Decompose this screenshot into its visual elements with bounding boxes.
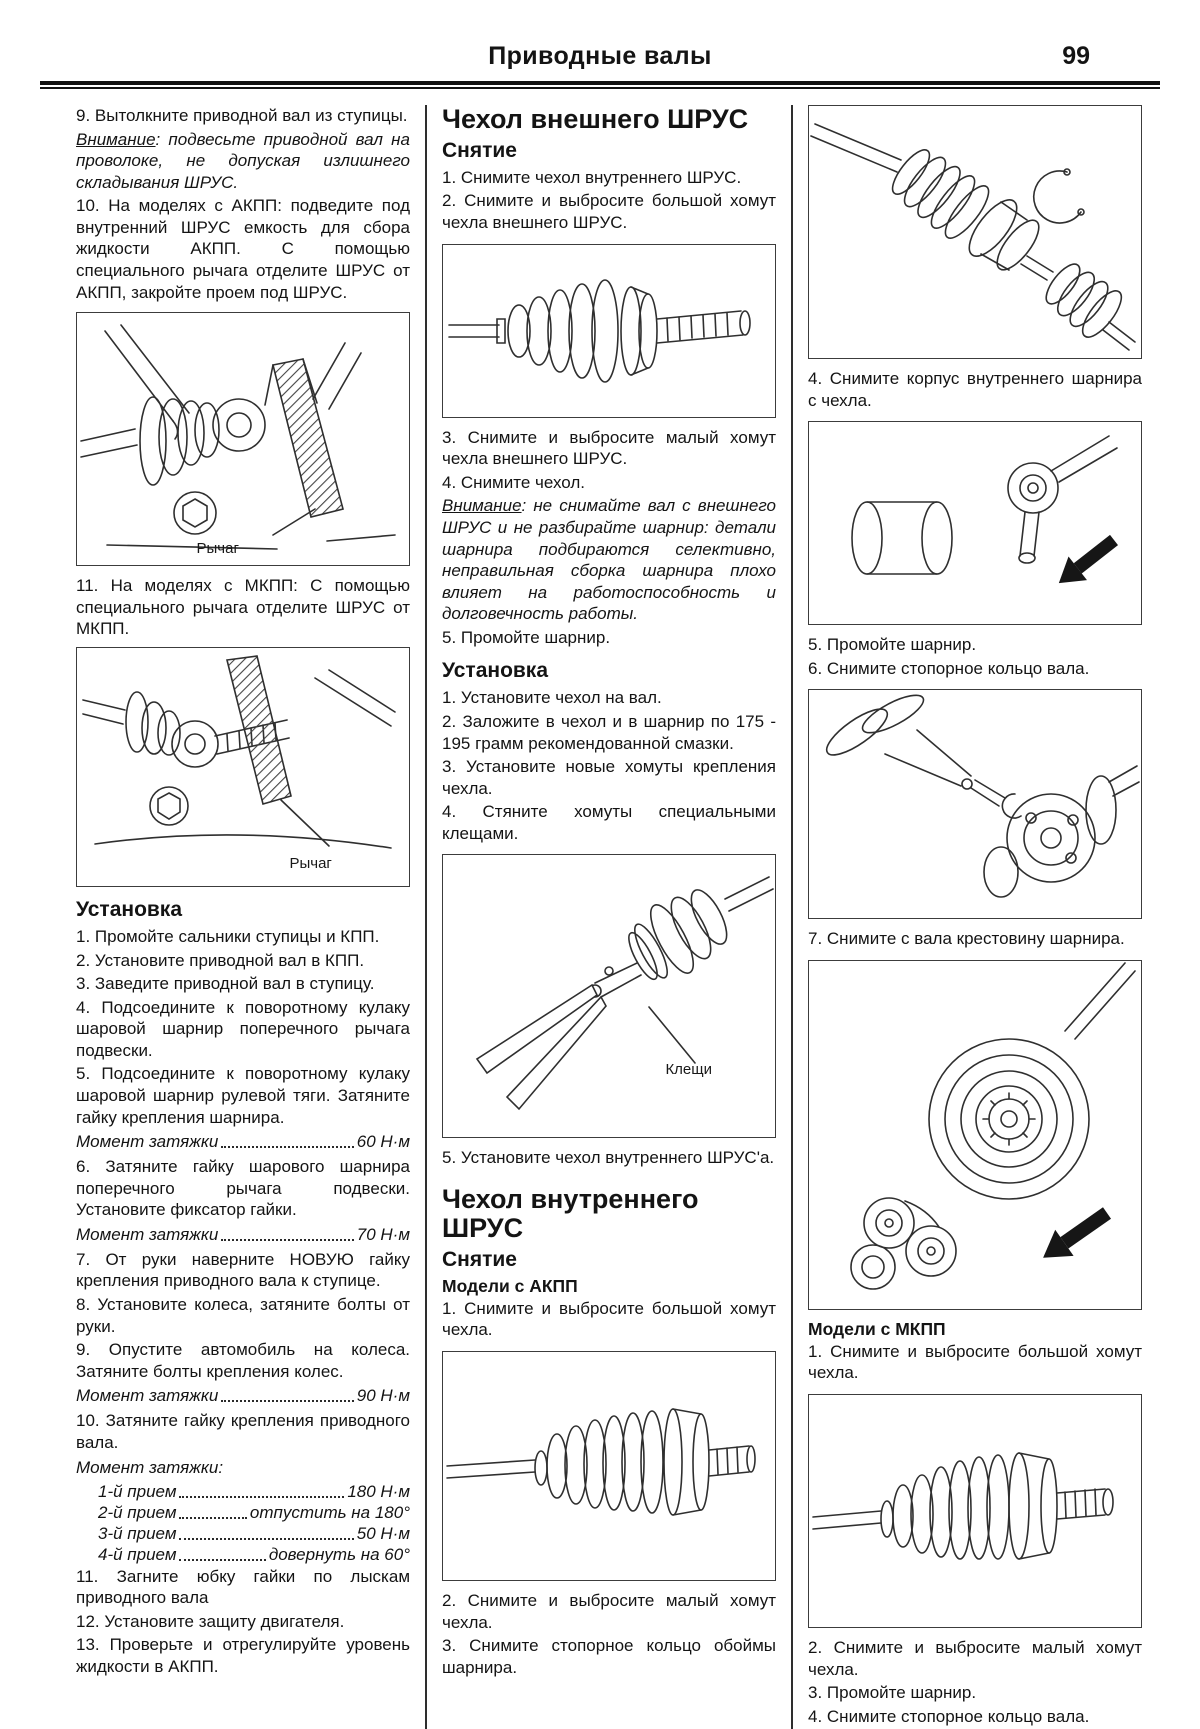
page-header	[0, 0, 1200, 71]
step-text: 2. Заложите в чехол и в шарнир по 175 - 195 грамм рекомендованной смазки.	[442, 711, 776, 753]
warning-label: Внимание	[442, 496, 522, 516]
torque-label: 1-й прием	[98, 1481, 177, 1501]
step-text: 9. Вытолкните приводной вал из ступицы.	[76, 106, 408, 125]
torque-value: 50 Н·м	[356, 1523, 410, 1543]
torque-spec	[76, 1225, 410, 1245]
step-text: 6. Снимите стопорное кольцо вала.	[808, 658, 1090, 678]
page-number: 99	[1062, 42, 1090, 70]
clamp-pliers-illustration-svg	[443, 855, 775, 1137]
torque-label: 3-й прием	[98, 1523, 177, 1543]
torque-label: Момент затяжки	[76, 1386, 219, 1406]
content-columns	[0, 89, 1200, 1729]
step-text: 5. Подсоедините к поворотному кулаку шаровой шарнир рулевой тяги. Затяните гайку крепления шарнира.	[76, 1064, 410, 1127]
figure-inner-boot-mkpp	[808, 1394, 1142, 1628]
figure-clamp-pliers	[442, 854, 776, 1138]
figure-inner-joint-housing	[808, 421, 1142, 625]
step-text: 1. Снимите и выбросите большой хомут чехла.	[442, 1298, 776, 1340]
warning-label: Внимание	[76, 129, 156, 149]
torque-spec	[76, 1386, 410, 1406]
column-right	[808, 105, 1142, 1729]
dot-leader	[179, 1538, 353, 1540]
column-divider	[791, 105, 793, 1729]
step-text: 8. Установите колеса, затяните болты от руки.	[76, 1295, 410, 1336]
figure-lever-akpp	[76, 312, 410, 566]
lever-mkpp-illustration-svg	[77, 648, 409, 886]
torque-label: 4-й прием	[98, 1544, 177, 1564]
section-heading-removal: Снятие	[442, 1247, 517, 1271]
dot-leader	[221, 1239, 353, 1241]
dot-leader	[221, 1400, 353, 1402]
step-text: 11. На моделях с МКПП: С помощью специального рычага отделите ШРУС от МКПП.	[76, 576, 410, 639]
warning-note	[76, 129, 410, 194]
step-text: 2. Установите приводной вал в КПП.	[76, 950, 365, 970]
dot-leader	[179, 1559, 265, 1561]
section-heading-removal: Снятие	[442, 138, 517, 162]
figure-label-pliers: Клещи	[665, 1061, 712, 1079]
step-text: 12. Установите защиту двигателя.	[76, 1611, 345, 1631]
torque-label: Момент затяжки	[76, 1132, 219, 1152]
step-text: 7. Снимите с вала крестовину шарнира.	[808, 929, 1125, 949]
header-rule-thick	[40, 81, 1160, 85]
torque-label: Момент затяжки:	[76, 1457, 224, 1477]
step-text: 2. Снимите и выбросите малый хомут чехла.	[808, 1638, 1142, 1679]
torque-label: Момент затяжки	[76, 1224, 219, 1244]
figure-label-lever: Рычаг	[289, 854, 332, 872]
step-text: 4. Подсоедините к поворотному кулаку шаровой шарнир поперечного рычага подвески.	[76, 997, 410, 1060]
step-text: 4. Снимите стопорное кольцо вала.	[808, 1706, 1090, 1726]
torque-substep	[98, 1524, 410, 1544]
torque-value: 90 Н·м	[356, 1386, 410, 1406]
pliers-spider-joint-illustration-svg	[809, 690, 1141, 918]
torque-substep	[98, 1503, 410, 1523]
column-left	[76, 105, 410, 1729]
step-text: 1. Снимите и выбросите большой хомут чехла.	[808, 1341, 1142, 1383]
figure-driveshaft-snap-ring	[808, 105, 1142, 359]
torque-substep	[98, 1482, 410, 1502]
torque-spec	[76, 1132, 410, 1152]
step-text: 1. Установите чехол на вал.	[442, 688, 662, 708]
torque-value: 60 Н·м	[356, 1132, 410, 1152]
subsection-heading-mkpp: Модели с МКПП	[808, 1318, 946, 1339]
dot-leader	[221, 1146, 353, 1148]
torque-value: довернуть на 60°	[268, 1544, 410, 1564]
boot-and-tripod-illustration-svg	[809, 961, 1141, 1309]
step-text: 5. Установите чехол внутреннего ШРУС'а.	[442, 1148, 775, 1168]
warning-note	[442, 495, 776, 624]
step-text: 11. Загните юбку гайки по лыскам приводного вала	[76, 1566, 410, 1608]
figure-lever-mkpp	[76, 647, 410, 887]
step-text: 2. Снимите и выбросите большой хомут чехла внешнего ШРУС.	[442, 191, 776, 233]
inner-joint-housing-illustration-svg	[809, 422, 1141, 624]
warning-text: : не снимайте вал с внешнего ШРУС и не разбирайте шарнир: детали шарнира подбираются селективно, неправильная сборка шарнира плохо влияет на работоспособность и долговечность работы.	[442, 496, 776, 624]
torque-label: 2-й прием	[98, 1502, 177, 1522]
torque-value: 180 Н·м	[347, 1481, 410, 1501]
step-text: 10. Затяните гайку крепления приводного вала.	[76, 1411, 410, 1452]
step-text: 6. Затяните гайку шарового шарнира поперечного рычага подвески. Установите фиксатор гайки.	[76, 1157, 410, 1220]
page-title: Приводные валы	[488, 42, 712, 70]
chapter-heading-outer-cv-boot: Чехол внешнего ШРУС	[442, 104, 749, 134]
step-text: 5. Промойте шарнир.	[442, 627, 611, 647]
chapter-heading-inner-cv-boot: Чехол внутреннего ШРУС	[442, 1184, 699, 1243]
step-text: 7. От руки наверните НОВУЮ гайку крепления приводного вала к ступице.	[76, 1249, 410, 1291]
torque-value: 70 Н·м	[356, 1224, 410, 1244]
step-text: 5. Промойте шарнир.	[808, 635, 977, 655]
step-text: 4. Снимите чехол.	[442, 472, 585, 492]
step-text: 3. Снимите и выбросите малый хомут чехла внешнего ШРУС.	[442, 427, 776, 469]
step-text: 1. Снимите чехол внутреннего ШРУС.	[442, 167, 742, 187]
step-text: 10. На моделях с АКПП: подведите под внутренний ШРУС емкость для сбора жидкости АКПП. С помощью специального рычага отделите ШРУС от АКПП, закройте проем под ШРУС.	[76, 196, 410, 302]
column-middle	[442, 105, 776, 1729]
figure-label-lever: Рычаг	[196, 540, 239, 558]
column-divider	[425, 105, 427, 1729]
step-text: 2. Снимите и выбросите малый хомут чехла.	[442, 1590, 776, 1632]
figure-outer-cv-joint	[442, 244, 776, 418]
step-text: 1. Промойте сальники ступицы и КПП.	[76, 926, 380, 946]
subsection-heading-akpp: Модели с АКПП	[442, 1275, 578, 1296]
figure-inner-boot-akpp	[442, 1351, 776, 1581]
torque-substep	[98, 1545, 410, 1565]
step-text: 3. Заведите приводной вал в ступицу.	[76, 974, 375, 994]
step-text: 3. Промойте шарнир.	[808, 1683, 977, 1703]
lever-akpp-illustration-svg	[77, 313, 409, 565]
outer-cv-joint-illustration-svg	[443, 245, 775, 417]
torque-spec-header	[76, 1458, 410, 1478]
step-text: 3. Снимите стопорное кольцо обоймы шарнира.	[442, 1636, 776, 1677]
step-text: 4. Снимите корпус внутреннего шарнира с чехла.	[808, 369, 1142, 410]
inner-boot-akpp-illustration-svg	[443, 1352, 775, 1580]
step-text: 9. Опустите автомобиль на колеса. Затяните болты крепления колес.	[76, 1340, 410, 1381]
section-heading-install: Установка	[442, 659, 548, 683]
step-text: 3. Установите новые хомуты крепления чехла.	[442, 757, 776, 798]
inner-boot-mkpp-illustration-svg	[809, 1395, 1141, 1627]
torque-value: отпустить на 180°	[249, 1502, 410, 1522]
warning-text: : подвесьте приводной вал на проволоке, не допуская излишнего складывания ШРУС.	[76, 129, 410, 192]
step-text: 13. Проверьте и отрегулируйте уровень жидкости в АКПП.	[76, 1635, 410, 1676]
figure-pliers-spider-joint	[808, 689, 1142, 919]
header-rule	[40, 81, 1160, 89]
section-heading-install: Установка	[76, 897, 182, 921]
dot-leader	[179, 1517, 246, 1519]
driveshaft-snap-ring-illustration-svg	[809, 106, 1141, 358]
figure-boot-and-tripod	[808, 960, 1142, 1310]
dot-leader	[179, 1496, 344, 1498]
step-text: 4. Стяните хомуты специальными клещами.	[442, 802, 776, 843]
